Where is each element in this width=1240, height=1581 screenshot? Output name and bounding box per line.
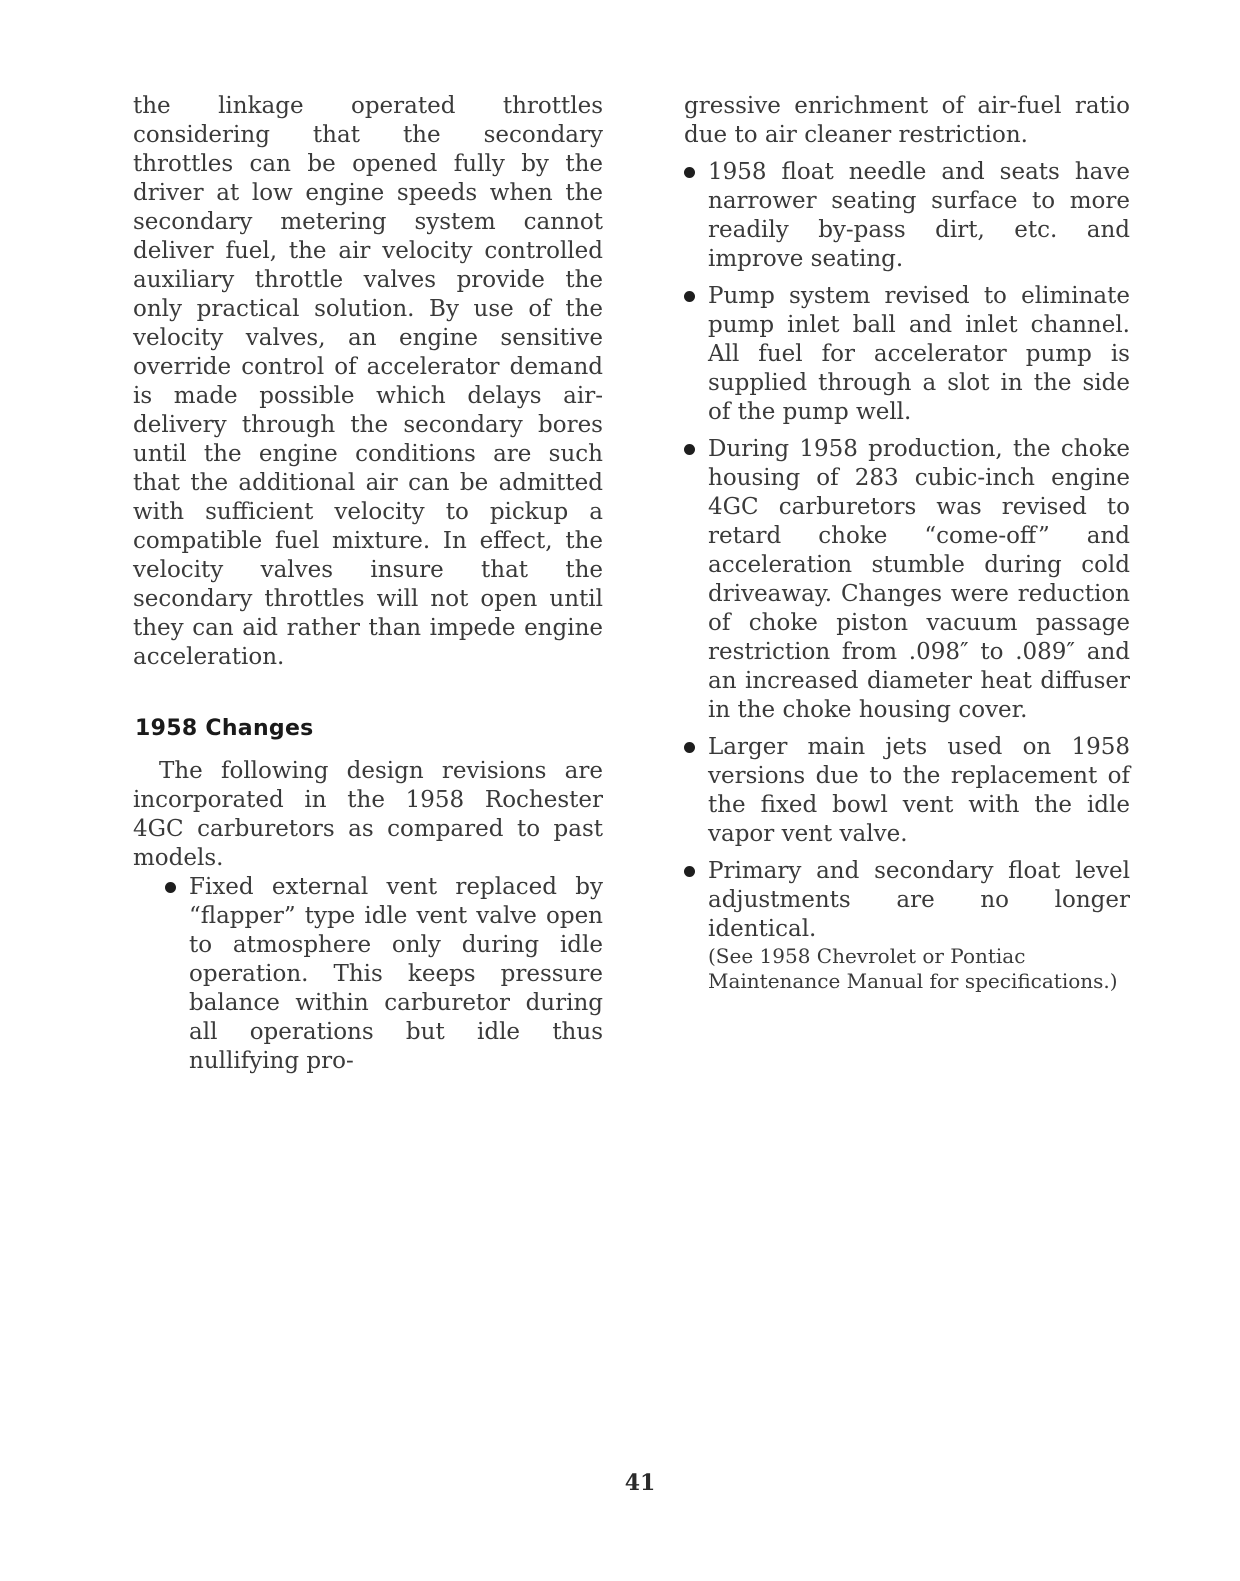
list-item <box>684 158 1130 274</box>
list-item <box>684 733 1130 849</box>
bullet-icon <box>684 742 695 753</box>
bullet-icon <box>684 444 695 455</box>
list-item-text: Larger main jets used on 1958 versions due to the replacement of the fixed bowl vent with the idle vapor vent valve. <box>708 734 1130 847</box>
section-heading: 1958 Changes <box>135 716 314 741</box>
right-column <box>684 92 1130 1002</box>
intro-paragraph: The following design revisions are incorporated in the 1958 Rochester 4GC carburetors as compared to past models. <box>133 758 603 871</box>
bullet-icon <box>684 866 695 877</box>
page-number: 41 <box>624 1470 656 1496</box>
list-item <box>684 282 1130 427</box>
bullet-icon <box>684 291 695 302</box>
continued-paragraph: the linkage operated throttles considering that the secondary throttles can be opened fully by the driver at low engine speeds when the secondary metering system cannot deliver fuel, the air velocity controlled auxiliary throttle valves provide the only practical solution. By use of the velocity valves, an engine sensitive override control of accelerator demand is made possible which delays air-delivery through the secondary bores until the engine conditions are such that the additional air can be admitted with sufficient velocity to pickup a compatible fuel mixture. In effect, the velocity valves insure that the secondary throttles will not open until they can aid rather than impede engine acceleration. <box>133 93 603 670</box>
list-item-text: Pump system revised to eliminate pump inlet ball and inlet channel. All fuel for accelerator pump is supplied through a slot in the side of the pump well. <box>708 283 1130 425</box>
specifications-note: (See 1958 Chevrolet or Pontiac Maintenance Manual for specifications.) <box>708 944 1118 993</box>
list-item-text: Fixed external vent replaced by “flapper” type idle vent valve open to atmosphere only during idle operation. This keeps pressure balance within carburetor during all operations but idle thus nullifying pro- <box>189 874 603 1074</box>
left-column <box>133 92 603 1084</box>
list-item-text: Primary and secondary float level adjustments are no longer identical. <box>708 858 1130 942</box>
continued-text: gressive enrichment of air-fuel ratio due to air cleaner restriction. <box>684 93 1130 148</box>
list-item <box>684 435 1130 725</box>
changes-list-left <box>133 873 603 1076</box>
list-item <box>684 857 1130 994</box>
list-item-text: 1958 float needle and seats have narrower seating surface to more readily by-pass dirt, etc. and improve seating. <box>708 159 1130 272</box>
changes-list-right <box>684 158 1130 994</box>
bullet-icon <box>165 882 176 893</box>
list-item-text: During 1958 production, the choke housing of 283 cubic-inch engine 4GC carburetors was revised to retard choke “come-off” and acceleration stumble during cold driveaway. Changes were reduction of choke piston vacuum passage restriction from .098″ to .089″ and an increased diameter heat diffuser in the choke housing cover. <box>708 436 1130 723</box>
bullet-icon <box>684 167 695 178</box>
list-item <box>165 873 603 1076</box>
